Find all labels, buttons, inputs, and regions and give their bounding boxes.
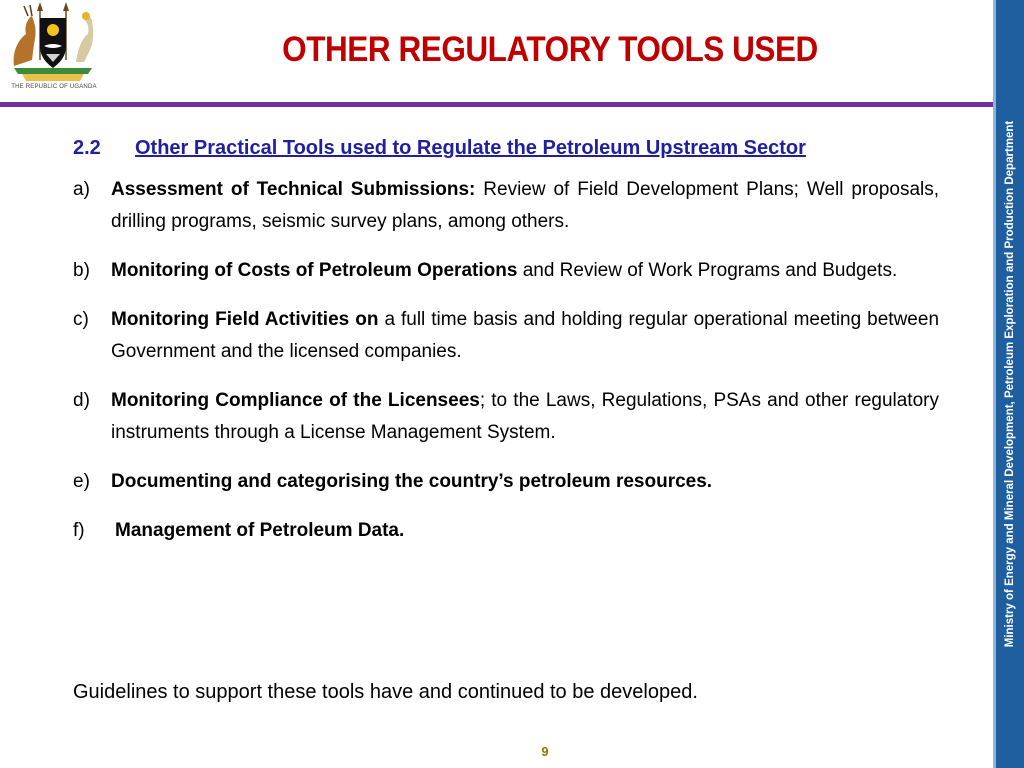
list-item-b [73, 255, 939, 287]
closing-statement: Guidelines to support these tools have and continued to be developed. [73, 681, 698, 703]
coat-of-arms-logo [4, 2, 102, 100]
list-item-text: Review of Field Development Plans; Well proposals, drilling programs, seismic survey plans, among others. [111, 179, 940, 232]
list-item-title: Documenting and categorising the country’s petroleum resources. [111, 471, 713, 492]
list-marker: a) [73, 179, 90, 200]
slide-content [73, 132, 939, 564]
side-banner-text: Ministry of Energy and Mineral Development, Petroleum Exploration and Production Department [1004, 120, 1016, 648]
list-item-c [73, 304, 939, 368]
list-item-f [73, 515, 939, 547]
list-marker: c) [73, 309, 89, 330]
list-item-a [73, 174, 939, 238]
list-item-title: Management of Petroleum Data. [115, 520, 405, 541]
list-item-e [73, 466, 939, 498]
list-item-title: Assessment of Technical Submissions: [111, 179, 476, 200]
list-marker: f) [73, 520, 85, 541]
list-item-title: Monitoring Compliance of the Licensees [111, 390, 480, 411]
title-divider [0, 102, 996, 107]
tools-list [73, 174, 939, 547]
coat-of-arms-caption: THE REPUBLIC OF UGANDA [11, 84, 97, 90]
section-heading-text: Other Practical Tools used to Regulate the Petroleum Upstream Sector [135, 137, 806, 159]
coat-of-arms-icon [4, 2, 102, 84]
section-number: 2.2 [73, 137, 101, 159]
list-item-text: ; to the Laws, Regulations, PSAs and other regulatory instruments through a License Management System. [111, 390, 939, 443]
page-number: 9 [541, 744, 549, 759]
section-heading [73, 132, 939, 164]
slide-title: OTHER REGULATORY TOOLS USED [282, 30, 818, 69]
list-item-d [73, 385, 939, 449]
side-banner [993, 0, 1024, 768]
list-item-text: a full time basis and holding regular operational meeting between Government and the licensed companies. [111, 309, 940, 362]
list-item-text: and Review of Work Programs and Budgets. [522, 260, 898, 281]
list-item-title: Monitoring Field Activities on [111, 309, 379, 330]
list-item-title: Monitoring of Costs of Petroleum Operations [111, 260, 518, 281]
list-marker: d) [73, 390, 90, 411]
list-marker: e) [73, 471, 90, 492]
list-marker: b) [73, 260, 90, 281]
